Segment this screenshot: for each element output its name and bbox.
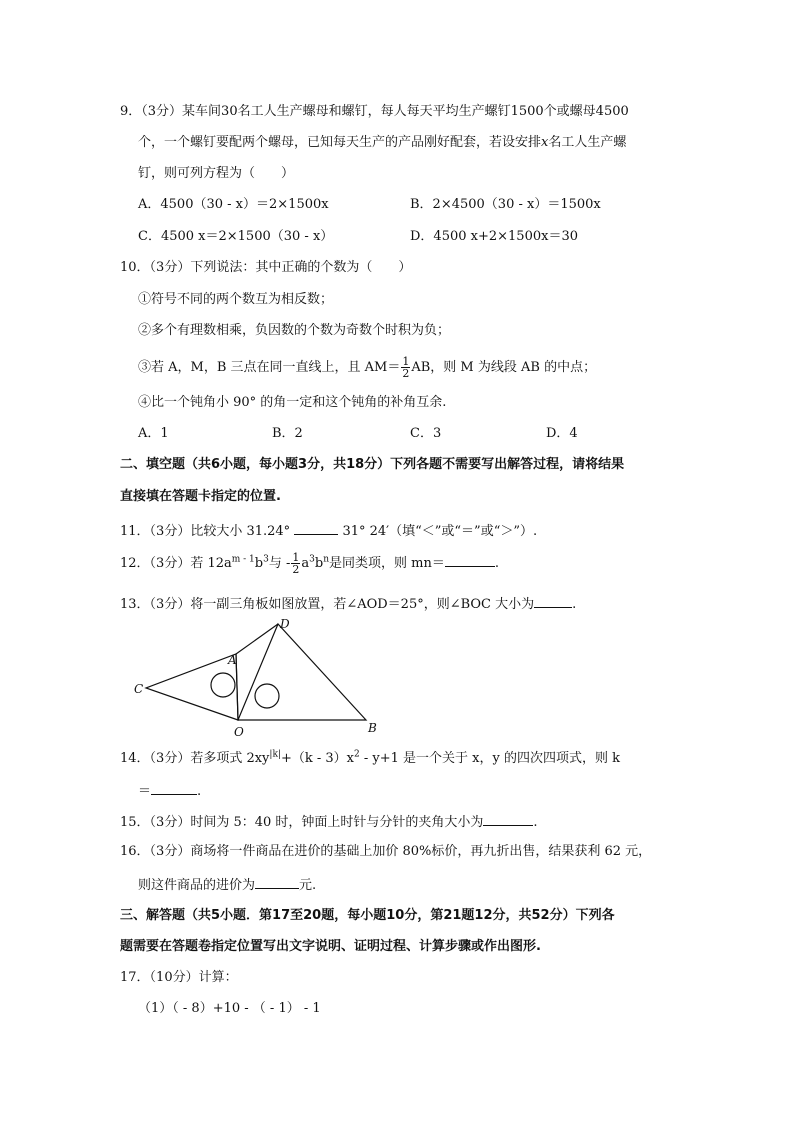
q16-line2 bbox=[138, 874, 316, 895]
q11-text-a: 11．（3分）比较大小 31.24° bbox=[120, 524, 291, 539]
q13-line bbox=[120, 593, 576, 614]
q14-text-a: 14．（3分）若多项式 2xy bbox=[120, 751, 270, 766]
q12-text-a: 12．（3分）若 12a bbox=[120, 556, 232, 571]
section3-heading-line1: 三、解答题（共5小题．第17至20题，每小题10分，第21题12分，共52分）下列各 bbox=[120, 908, 615, 923]
q10-option-d: D．4 bbox=[546, 426, 578, 441]
label-c: C bbox=[134, 682, 144, 696]
q13-text-a: 13．（3分）将一副三角板如图放置，若∠AOD＝25°，则∠BOC 大小为 bbox=[120, 597, 535, 612]
q10-option-c: C．3 bbox=[410, 426, 442, 441]
q10-option-b: B．2 bbox=[272, 426, 303, 441]
q10-fraction bbox=[401, 356, 410, 379]
q16-text-b: 则这件商品的进价为 bbox=[138, 878, 256, 893]
q9-option-a: A．4500（30 - x）＝2×1500x bbox=[138, 197, 329, 212]
q12-text-e: b bbox=[314, 556, 324, 571]
q14-exp: |k| bbox=[269, 749, 281, 760]
q9-stem-line2 bbox=[138, 134, 626, 152]
q12-answer-blank[interactable] bbox=[445, 552, 495, 567]
q14-line2 bbox=[138, 780, 201, 801]
q13-text-b: . bbox=[572, 597, 577, 612]
q12-exp1: m - 1 bbox=[231, 554, 255, 565]
q14-text-d: ＝ bbox=[138, 784, 152, 799]
q10-fraction-denominator: 2 bbox=[402, 367, 410, 380]
q16-line1: 16．（3分）商场将一件商品在进价的基础上加价 80%标价，再九折出售，结果获利 62 元， bbox=[120, 844, 652, 859]
label-a: A bbox=[228, 653, 237, 667]
q10-statement-2: ②多个有理数相乘，负因数的个数为奇数个时积为负； bbox=[138, 323, 451, 338]
q10-statement-3a: ③若 A，M，B 三点在同一直线上，且 AM＝ bbox=[138, 360, 401, 375]
q12-text-f: 是同类项，则 mn＝ bbox=[329, 556, 445, 571]
q9-stem-line2b: 名工人生产螺 bbox=[548, 135, 627, 150]
q16-answer-blank[interactable] bbox=[255, 874, 299, 889]
q10-statement-3b: AB，则 M 为线段 AB 的中点； bbox=[411, 360, 597, 375]
q10-statement-4: ④比一个钝角小 90° 的角一定和这个钝角的补角互余. bbox=[138, 395, 447, 410]
left-triangle bbox=[146, 654, 238, 720]
q15-text-b: . bbox=[533, 815, 538, 830]
q9-option-b: B．2×4500（30 - x）＝1500x bbox=[410, 197, 601, 212]
q10-statement-1: ①符号不同的两个数互为相反数； bbox=[138, 292, 334, 307]
q9-stem-line3: 钉，则可列方程为（ ） bbox=[138, 166, 295, 181]
q11-answer-blank[interactable] bbox=[294, 520, 338, 535]
q10-statement-3 bbox=[138, 356, 596, 379]
q14-line1 bbox=[120, 750, 620, 768]
q13-answer-blank[interactable] bbox=[534, 593, 572, 608]
q15-text-a: 15．（3分）时间为 5：40 时，钟面上时针与分针的夹角大小为 bbox=[120, 815, 484, 830]
q10-stem: 10．（3分）下列说法：其中正确的个数为（ ） bbox=[120, 260, 412, 275]
q12-fraction-denominator: 2 bbox=[292, 563, 300, 576]
left-ruler-hole bbox=[211, 673, 235, 697]
q12-exp3: 3 bbox=[309, 554, 315, 565]
q17-part1: （1）（ - 8）+10 - （ - 1） - 1 bbox=[138, 1001, 321, 1016]
q11-text-b: 31° 24′（填“＜”或“＝”或“＞”）. bbox=[342, 524, 538, 539]
q9-option-c: C．4500 x＝2×1500（30 - x） bbox=[138, 229, 334, 244]
q12-exp4: n bbox=[323, 554, 329, 565]
q10-option-a: A．1 bbox=[138, 426, 169, 441]
q14-text-e: . bbox=[197, 784, 202, 799]
q14-text-c: - y+1 是一个关于 x，y 的四次四项式，则 k bbox=[359, 751, 620, 766]
q9-var-x: x bbox=[541, 135, 549, 150]
q9-option-d: D．4500 x+2×1500x＝30 bbox=[410, 229, 578, 244]
q12-fraction bbox=[291, 552, 300, 575]
section2-heading-line2: 直接填在答题卡指定的位置. bbox=[120, 489, 281, 504]
q12-fraction-numerator: 1 bbox=[292, 551, 300, 564]
q12-text-b: b bbox=[254, 556, 264, 571]
q12-text-g: . bbox=[494, 556, 499, 571]
triangle-rulers-figure bbox=[130, 612, 390, 742]
label-d: D bbox=[280, 617, 290, 631]
q9-stem-line2a: 个，一个螺钉要配两个螺母，已知每天生产的产品刚好配套，若设安排 bbox=[138, 135, 542, 150]
q14-text-b: +（k - 3）x bbox=[280, 751, 354, 766]
q15-answer-blank[interactable] bbox=[483, 811, 533, 826]
q16-text-c: 元. bbox=[299, 878, 317, 893]
q12-text-c: 与 - bbox=[268, 556, 291, 571]
right-ruler-hole bbox=[255, 684, 279, 708]
section2-heading-line1: 二、填空题（共6小题，每小题3分，共18分）下列各题不需要写出解答过程，请将结果 bbox=[120, 457, 625, 472]
q11-line bbox=[120, 520, 537, 541]
q10-fraction-numerator: 1 bbox=[402, 355, 410, 368]
q12-line bbox=[120, 552, 499, 575]
label-o: O bbox=[234, 725, 244, 739]
q14-answer-blank[interactable] bbox=[151, 780, 197, 795]
label-b: B bbox=[368, 721, 377, 735]
section3-heading-line2: 题需要在答题卷指定位置写出文字说明、证明过程、计算步骤或作出图形. bbox=[120, 939, 541, 954]
q15-line bbox=[120, 811, 538, 832]
q17-stem: 17．（10分）计算： bbox=[120, 970, 238, 985]
q12-text-d: a bbox=[301, 556, 310, 571]
q14-exp2: 2 bbox=[353, 749, 360, 760]
q12-exp2: 3 bbox=[263, 554, 269, 565]
q9-stem-line1: 9．（3分）某车间30名工人生产螺母和螺钉，每人每天平均生产螺钉1500个或螺母4500 bbox=[120, 104, 629, 119]
